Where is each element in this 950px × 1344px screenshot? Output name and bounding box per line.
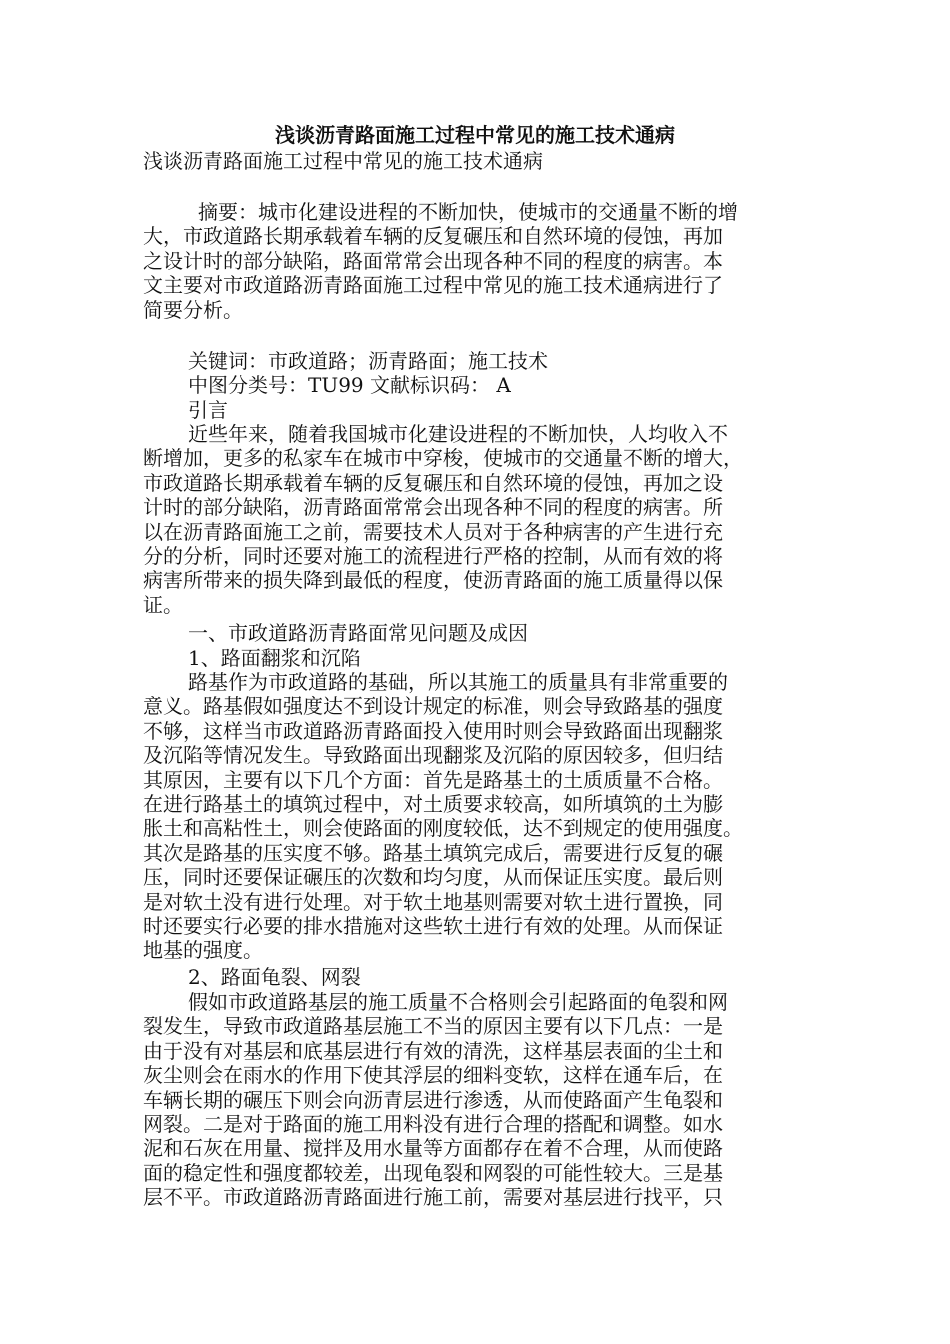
sub1-line: 不够，这样当市政道路沥青路面投入使用时则会导致路面出现翻浆 xyxy=(143,718,723,743)
sub1-line: 压，同时还要保证碾压的次数和均匀度，从而保证压实度。最后则 xyxy=(143,865,723,890)
sub1-line: 及沉陷等情况发生。导致路面出现翻浆及沉陷的原因较多，但归结 xyxy=(143,743,723,768)
sub1-line: 意义。路基假如强度达不到设计规定的标准，则会导致路基的强度 xyxy=(143,694,723,719)
subsection-heading: 2、路面龟裂、网裂 xyxy=(188,965,361,989)
intro-line: 近些年来，随着我国城市化建设进程的不断加快，人均收入不 xyxy=(188,422,728,446)
document-title: 浅谈沥青路面施工过程中常见的施工技术通病 xyxy=(275,123,675,147)
intro-heading: 引言 xyxy=(188,398,228,422)
sub1-line: 其原因，主要有以下几个方面：首先是路基土的土质质量不合格。 xyxy=(143,767,723,792)
document-subtitle: 浅谈沥青路面施工过程中常见的施工技术通病 xyxy=(143,149,543,173)
abstract-line: 文主要对市政道路沥青路面施工过程中常见的施工技术通病进行了 xyxy=(143,273,723,298)
sub2-line: 灰尘则会在雨水的作用下使其浮层的细料变软，这样在通车后，在 xyxy=(143,1063,723,1088)
abstract-line: 简要分析。 xyxy=(143,297,243,322)
subsection-heading: 1、路面翻浆和沉陷 xyxy=(188,646,361,670)
abstract-line: 大，市政道路长期承载着车辆的反复碾压和自然环境的侵蚀，再加 xyxy=(143,224,723,249)
sub1-line: 是对软土没有进行处理。对于软土地基则需要对软土进行置换，同 xyxy=(143,889,723,914)
intro-line: 证。 xyxy=(143,592,183,617)
sub2-line: 面的稳定性和强度都较差，出现龟裂和网裂的可能性较大。三是基 xyxy=(143,1160,723,1185)
sub2-line: 车辆长期的碾压下则会向沥青层进行渗透，从而使路面产生龟裂和 xyxy=(143,1087,723,1112)
keywords-line: 关键词：市政道路；沥青路面；施工技术 xyxy=(188,349,548,373)
sub1-line: 胀土和高粘性土，则会使路面的刚度较低，达不到规定的使用强度。 xyxy=(143,816,743,841)
intro-line: 断增加，更多的私家车在城市中穿梭，使城市的交通量不断的增大， xyxy=(143,446,743,471)
abstract-line: 之设计时的部分缺陷，路面常常会出现各种不同的程度的病害。本 xyxy=(143,248,723,273)
sub1-line: 在进行路基土的填筑过程中，对土质要求较高，如所填筑的土为膨 xyxy=(143,792,723,816)
sub2-line: 层不平。市政道路沥青路面进行施工前，需要对基层进行找平，只 xyxy=(143,1185,723,1210)
sub2-line: 网裂。二是对于路面的施工用料没有进行合理的搭配和调整。如水 xyxy=(143,1112,723,1136)
intro-line: 市政道路长期承载着车辆的反复碾压和自然环境的侵蚀，再加之设 xyxy=(143,470,723,495)
sub2-line: 裂发生，导致市政道路基层施工不当的原因主要有以下几点：一是 xyxy=(143,1014,723,1039)
intro-line: 病害所带来的损失降到最低的程度，使沥青路面的施工质量得以保 xyxy=(143,568,723,593)
sub1-line: 地基的强度。 xyxy=(143,938,263,963)
abstract-line: 摘要：城市化建设进程的不断加快，使城市的交通量不断的增 xyxy=(198,200,738,224)
sub2-line: 假如市政道路基层的施工质量不合格则会引起路面的龟裂和网 xyxy=(188,990,728,1014)
sub1-line: 路基作为市政道路的基础，所以其施工的质量具有非常重要的 xyxy=(188,670,728,694)
intro-line: 分的分析，同时还要对施工的流程进行严格的控制，从而有效的将 xyxy=(143,544,723,568)
sub2-line: 由于没有对基层和底基层进行有效的清洗，这样基层表面的尘土和 xyxy=(143,1038,723,1063)
classification-line: 中图分类号：TU99 文献标识码： A xyxy=(188,373,511,397)
sub2-line: 泥和石灰在用量、搅拌及用水量等方面都存在着不合理，从而使路 xyxy=(143,1136,723,1161)
sub1-line: 时还要实行必要的排水措施对这些软土进行有效的处理。从而保证 xyxy=(143,914,723,938)
section-heading: 一、市政道路沥青路面常见问题及成因 xyxy=(188,621,528,645)
intro-line: 计时的部分缺陷，沥青路面常常会出现各种不同的程度的病害。所 xyxy=(143,495,723,520)
sub1-line: 其次是路基的压实度不够。路基土填筑完成后，需要进行反复的碾 xyxy=(143,840,723,865)
intro-line: 以在沥青路面施工之前，需要技术人员对于各种病害的产生进行充 xyxy=(143,519,723,544)
